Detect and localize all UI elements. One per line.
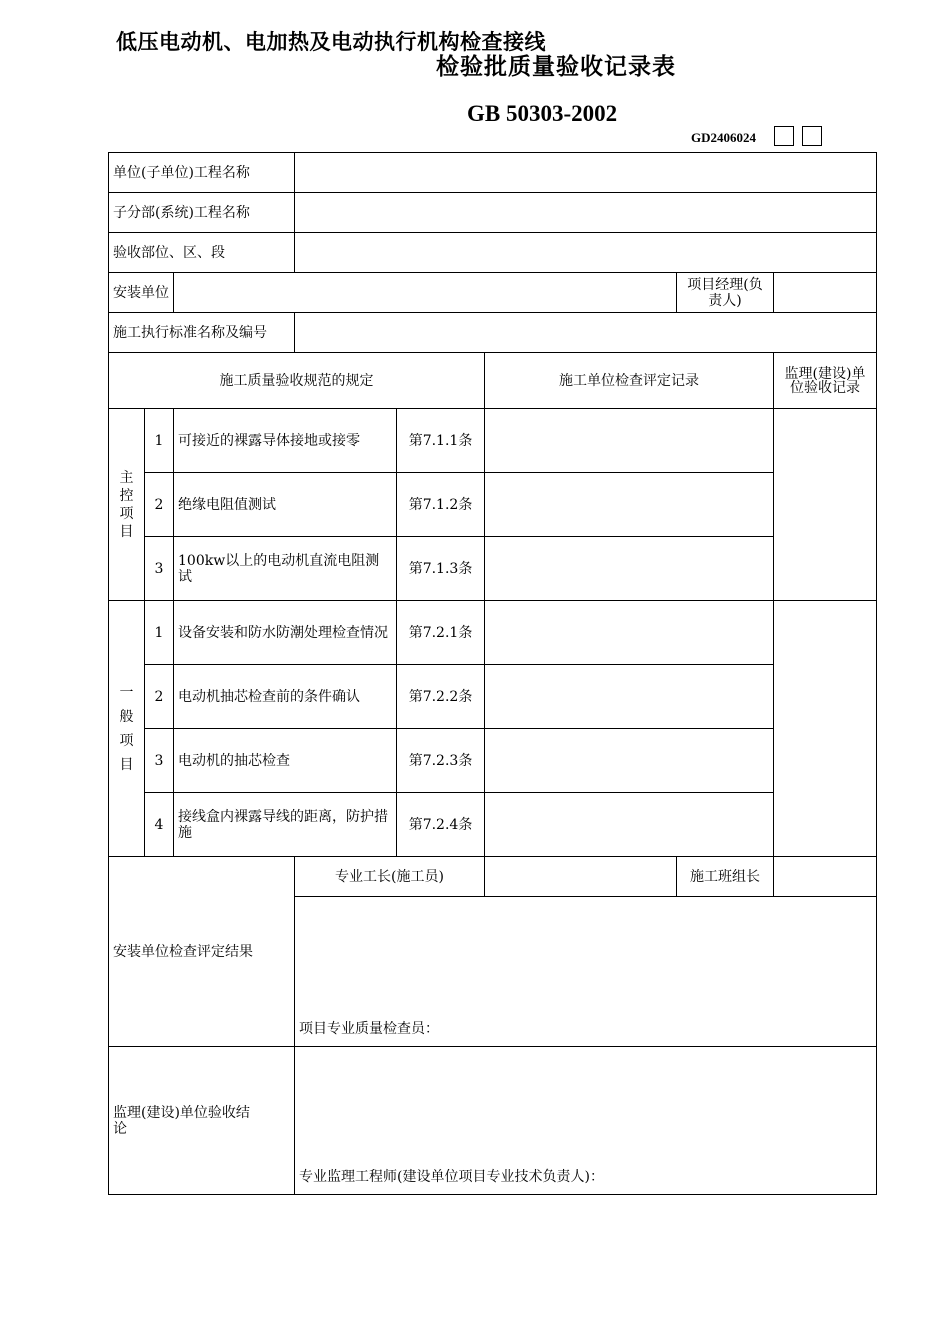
supervisor-column-header: 监理(建设)单位验收记录 — [774, 353, 877, 409]
item-record-cell[interactable] — [485, 473, 774, 537]
general-items-label: 一般项目 — [109, 601, 145, 857]
item-record-cell[interactable] — [485, 601, 774, 665]
team-leader-value[interactable] — [774, 857, 877, 897]
form-title-line2: 检验批质量验收记录表 — [436, 54, 676, 80]
item-clause: 第7.2.1条 — [397, 601, 485, 665]
table-row — [109, 409, 877, 473]
standard-label: 施工执行标准名称及编号 — [109, 313, 295, 353]
project-name-value[interactable] — [295, 153, 877, 193]
item-number: 3 — [145, 537, 174, 601]
install-result-label: 安装单位检查评定结果 — [109, 857, 295, 1047]
main-items-label: 主控项目 — [109, 409, 145, 601]
item-record-cell[interactable] — [485, 409, 774, 473]
item-description: 可接近的裸露导体接地或接零 — [174, 409, 397, 473]
item-number: 3 — [145, 729, 174, 793]
project-name-label: 单位(子单位)工程名称 — [109, 153, 295, 193]
location-value[interactable] — [295, 233, 877, 273]
code-box-2[interactable] — [802, 126, 822, 146]
main-items-supervisor-cell[interactable] — [774, 409, 877, 601]
install-unit-value[interactable] — [174, 273, 677, 313]
item-description: 接线盒内裸露导线的距离，防护措施 — [174, 793, 397, 857]
inspection-form-table — [108, 152, 877, 1195]
general-items-supervisor-cell[interactable] — [774, 601, 877, 857]
item-description: 绝缘电阻值测试 — [174, 473, 397, 537]
item-description: 电动机的抽芯检查 — [174, 729, 397, 793]
foreman-value[interactable] — [485, 857, 677, 897]
item-clause: 第7.2.2条 — [397, 665, 485, 729]
standard-number: GB 50303-2002 — [467, 101, 618, 123]
item-description: 100kw以上的电动机直流电阻测试 — [174, 537, 397, 601]
item-clause: 第7.1.2条 — [397, 473, 485, 537]
item-record-cell[interactable] — [485, 537, 774, 601]
item-record-cell[interactable] — [485, 729, 774, 793]
table-row — [109, 473, 877, 537]
item-number: 1 — [145, 601, 174, 665]
engineer-signature-cell[interactable] — [295, 1047, 877, 1195]
item-record-cell[interactable] — [485, 665, 774, 729]
table-row — [109, 665, 877, 729]
item-clause: 第7.2.3条 — [397, 729, 485, 793]
record-column-header: 施工单位检查评定记录 — [485, 353, 774, 409]
subdivision-value[interactable] — [295, 193, 877, 233]
table-row — [109, 601, 877, 665]
item-number: 2 — [145, 473, 174, 537]
team-leader-label: 施工班组长 — [677, 857, 774, 897]
table-row — [109, 793, 877, 857]
standard-value[interactable] — [295, 313, 877, 353]
item-description: 电动机抽芯检查前的条件确认 — [174, 665, 397, 729]
item-clause: 第7.1.3条 — [397, 537, 485, 601]
item-clause: 第7.2.4条 — [397, 793, 485, 857]
item-clause: 第7.1.1条 — [397, 409, 485, 473]
engineer-label: 专业监理工程师(建设单位项目专业技术负责人)： — [299, 1169, 604, 1185]
form-title-line1: 低压电动机、电加热及电动执行机构检查接线 — [116, 30, 546, 54]
form-code: GD2406024 — [691, 130, 756, 145]
spec-column-header: 施工质量验收规范的规定 — [109, 353, 485, 409]
item-number: 1 — [145, 409, 174, 473]
table-row — [109, 729, 877, 793]
location-label: 验收部位、区、段 — [109, 233, 295, 273]
manager-label: 项目经理(负责人) — [677, 273, 774, 313]
foreman-label: 专业工长(施工员) — [295, 857, 485, 897]
inspector-signature-cell[interactable] — [295, 897, 877, 1047]
item-record-cell[interactable] — [485, 793, 774, 857]
install-unit-label: 安装单位 — [109, 273, 174, 313]
item-description: 设备安装和防水防潮处理检查情况 — [174, 601, 397, 665]
manager-value[interactable] — [774, 273, 877, 313]
code-box-1[interactable] — [774, 126, 794, 146]
item-number: 2 — [145, 665, 174, 729]
table-row — [109, 537, 877, 601]
inspector-label: 项目专业质量检查员： — [299, 1021, 440, 1037]
subdivision-label: 子分部(系统)工程名称 — [109, 193, 295, 233]
supervision-label: 监理(建设)单位验收结论 — [109, 1047, 295, 1195]
item-number: 4 — [145, 793, 174, 857]
